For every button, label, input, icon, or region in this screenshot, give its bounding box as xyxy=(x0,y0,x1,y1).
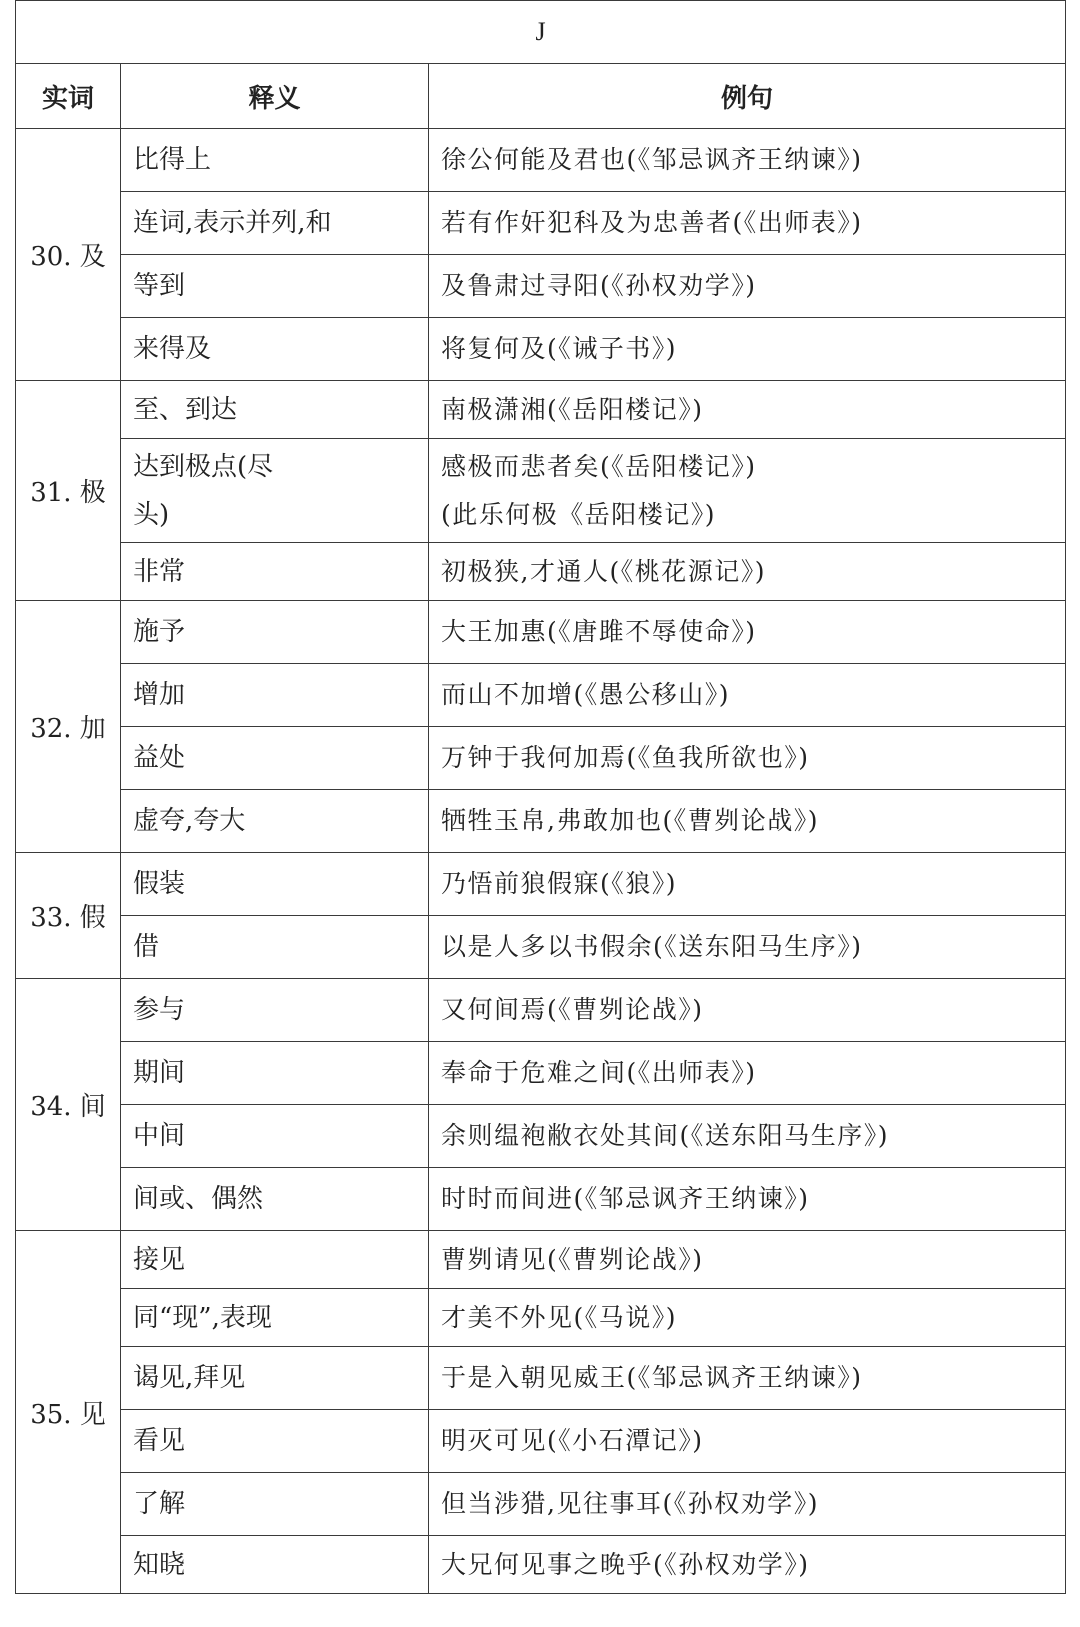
headword-jian: 34. 间 xyxy=(16,979,121,1231)
meaning-cell: 间或、偶然 xyxy=(121,1168,429,1231)
example-cell: 及鲁肃过寻阳(《孙权劝学》) xyxy=(429,255,1066,318)
table-row xyxy=(16,790,1066,853)
meaning-cell: 来得及 xyxy=(121,318,429,381)
example-cell: 时时而间进(《邹忌讽齐王纳谏》) xyxy=(429,1168,1066,1231)
example-cell: 但当涉猎,见往事耳(《孙权劝学》) xyxy=(429,1473,1066,1536)
meaning-cell: 同“现”,表现 xyxy=(121,1289,429,1347)
meaning-cell: 益处 xyxy=(121,727,429,790)
table-row xyxy=(16,1536,1066,1594)
example-cell: 初极狭,才通人(《桃花源记》) xyxy=(429,543,1066,601)
meaning-cell: 连词,表示并列,和 xyxy=(121,192,429,255)
example-cell: 万钟于我何加焉(《鱼我所欲也》) xyxy=(429,727,1066,790)
meaning-cell: 了解 xyxy=(121,1473,429,1536)
meaning-cell: 期间 xyxy=(121,1042,429,1105)
headword-ji: 30. 及 xyxy=(16,129,121,381)
headword-jian2: 35. 见 xyxy=(16,1231,121,1594)
example-cell: 余则缊袍敝衣处其间(《送东阳马生序》) xyxy=(429,1105,1066,1168)
example-cell: 徐公何能及君也(《邹忌讽齐王纳谏》) xyxy=(429,129,1066,192)
table-row xyxy=(16,1168,1066,1231)
example-line: (此乐何极《岳阳楼记》) xyxy=(441,499,717,529)
table-row xyxy=(16,916,1066,979)
example-cell: 大王加惠(《唐雎不辱使命》) xyxy=(429,601,1066,664)
column-header-example: 例句 xyxy=(429,64,1066,129)
example-cell: 以是人多以书假余(《送东阳马生序》) xyxy=(429,916,1066,979)
meaning-cell: 至、到达 xyxy=(121,381,429,439)
table-row xyxy=(16,727,1066,790)
column-header-word: 实词 xyxy=(16,64,121,129)
table-row xyxy=(16,192,1066,255)
headword-jia: 32. 加 xyxy=(16,601,121,853)
table-row xyxy=(16,1105,1066,1168)
table-row xyxy=(16,1231,1066,1289)
table-row xyxy=(16,318,1066,381)
table-row xyxy=(16,439,1066,543)
meaning-cell: 虚夸,夸大 xyxy=(121,790,429,853)
table-row xyxy=(16,381,1066,439)
example-cell: 乃悟前狼假寐(《狼》) xyxy=(429,853,1066,916)
meaning-cell: 非常 xyxy=(121,543,429,601)
table-row xyxy=(16,853,1066,916)
example-cell: 曹刿请见(《曹刿论战》) xyxy=(429,1231,1066,1289)
meaning-cell: 谒见,拜见 xyxy=(121,1347,429,1410)
table-row xyxy=(16,1289,1066,1347)
table-row xyxy=(16,543,1066,601)
table-row xyxy=(16,255,1066,318)
example-cell: 若有作奸犯科及为忠善者(《出师表》) xyxy=(429,192,1066,255)
meaning-cell: 等到 xyxy=(121,255,429,318)
example-cell: 南极潇湘(《岳阳楼记》) xyxy=(429,381,1066,439)
meaning-cell: 知晓 xyxy=(121,1536,429,1594)
table-row xyxy=(16,1410,1066,1473)
meaning-cell: 借 xyxy=(121,916,429,979)
example-cell: 才美不外见(《马说》) xyxy=(429,1289,1066,1347)
table-row xyxy=(16,1347,1066,1410)
table-row xyxy=(16,979,1066,1042)
table-row xyxy=(16,601,1066,664)
meaning-cell: 施予 xyxy=(121,601,429,664)
table-row xyxy=(16,1042,1066,1105)
vocabulary-page xyxy=(15,0,1065,1594)
example-cell: 于是入朝见威王(《邹忌讽齐王纳谏》) xyxy=(429,1347,1066,1410)
table-row xyxy=(16,664,1066,727)
table-row xyxy=(16,1473,1066,1536)
vocabulary-table xyxy=(15,0,1066,1594)
headword-ji2: 31. 极 xyxy=(16,381,121,601)
meaning-cell: 达到极点(尽头) xyxy=(121,439,429,543)
example-cell xyxy=(429,439,1066,543)
meaning-cell: 比得上 xyxy=(121,129,429,192)
table-row xyxy=(16,129,1066,192)
example-line: 感极而悲者矣(《岳阳楼记》) xyxy=(441,451,757,481)
example-cell: 牺牲玉帛,弗敢加也(《曹刿论战》) xyxy=(429,790,1066,853)
meaning-cell: 参与 xyxy=(121,979,429,1042)
example-cell: 而山不加增(《愚公移山》) xyxy=(429,664,1066,727)
meaning-cell: 增加 xyxy=(121,664,429,727)
example-cell: 大兄何见事之晚乎(《孙权劝学》) xyxy=(429,1536,1066,1594)
section-letter: J xyxy=(16,1,1066,64)
column-header-meaning: 释义 xyxy=(121,64,429,129)
meaning-cell: 假装 xyxy=(121,853,429,916)
meaning-cell: 中间 xyxy=(121,1105,429,1168)
example-cell: 又何间焉(《曹刿论战》) xyxy=(429,979,1066,1042)
example-cell: 明灭可见(《小石潭记》) xyxy=(429,1410,1066,1473)
headword-jia2: 33. 假 xyxy=(16,853,121,979)
example-cell: 奉命于危难之间(《出师表》) xyxy=(429,1042,1066,1105)
meaning-cell: 看见 xyxy=(121,1410,429,1473)
example-cell: 将复何及(《诫子书》) xyxy=(429,318,1066,381)
meaning-cell: 接见 xyxy=(121,1231,429,1289)
